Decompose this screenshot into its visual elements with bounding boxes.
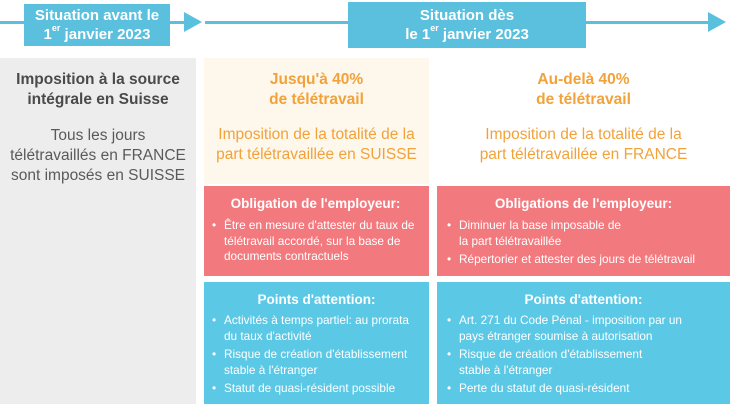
middle-attention-title: Points d'attention: [257, 292, 376, 307]
list-item: • Activités à temps partiel: au prorata du taux d'activité [210, 313, 423, 344]
right-attention-title: Points d'attention: [524, 292, 643, 307]
list-item: • Répertorier et attester des jours de télétravail [445, 252, 722, 268]
header-before-line1: Situation avant le [34, 7, 160, 24]
middle-obligations-list [210, 218, 421, 265]
left-text: Tous les jours télétravaillés en FRANCE sont imposés en SUISSE [10, 127, 186, 184]
right-text: Imposition de la totalité de la part télétravaillée en FRANCE [479, 126, 688, 163]
list-item: • Art. 271 du Code Pénal - imposition par un pays étranger soumise à autorisation [445, 313, 722, 344]
header-after-label [348, 2, 586, 48]
middle-attention-list [210, 313, 423, 397]
right-attention-list [445, 313, 722, 397]
list-item: • Statut de quasi-résident possible [210, 381, 423, 397]
header-before-line2: 1er janvier 2023 [43, 23, 151, 43]
arrow-head-after [708, 12, 726, 32]
header-after-line2: le 1er janvier 2023 [405, 23, 529, 43]
list-item: • Diminuer la base imposable de la part télétravaillée [445, 218, 722, 249]
middle-text: Imposition de la totalité de la part télétravaillée en SUISSE [216, 126, 417, 163]
list-item: • Risque de création d'établissement stable à l'étranger [445, 347, 722, 378]
list-item: • Perte du statut de quasi-résident [445, 381, 722, 397]
header-after-line1: Situation dès [419, 7, 515, 24]
middle-obligations-box [204, 186, 429, 276]
list-item: • Risque de création d'établissement stable à l'étranger [210, 347, 423, 378]
right-obligations-list [445, 218, 722, 268]
right-obligations-title: Obligations de l'employeur: [494, 196, 673, 211]
right-attention-box [437, 282, 730, 404]
middle-obligations-title: Obligation de l'employeur: [230, 196, 401, 211]
left-title: Imposition à la source intégrale en Suisse [16, 71, 180, 108]
middle-attention-box [204, 282, 429, 404]
arrow-head-before [184, 12, 202, 32]
right-title: Au-delà 40% de télétravail [536, 71, 631, 108]
header-before-label [24, 4, 170, 46]
list-item: • Être en mesure d'attester du taux de télétravail accordé, sur la base de documents contractuels [210, 218, 421, 265]
middle-title: Jusqu'à 40% de télétravail [269, 71, 364, 108]
right-obligations-box [437, 186, 730, 276]
